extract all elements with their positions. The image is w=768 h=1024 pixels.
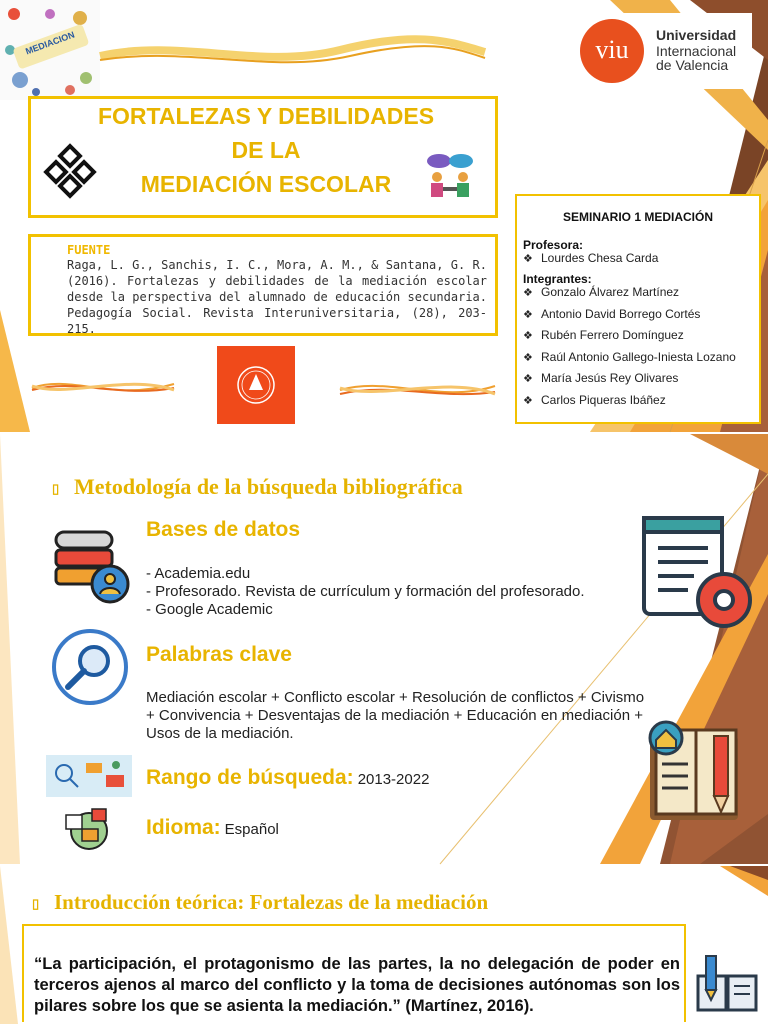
diamond-bullet-icon: ❖: [523, 394, 533, 407]
logo-line-2: Internacional: [656, 43, 737, 59]
diamond-bullet-icon: ❖: [523, 351, 533, 364]
member-item: ❖ Raúl Antonio Gallego-Iniesta Lozano: [523, 347, 753, 369]
member-item: ❖ Antonio David Borrego Cortés: [523, 304, 753, 326]
title-line-1: FORTALEZAS Y DEBILIDADES: [97, 103, 435, 129]
language-value: Español: [224, 821, 279, 838]
university-seal: [217, 346, 295, 424]
source-label: FUENTE: [67, 243, 111, 257]
decorative-wave-left: [32, 368, 174, 408]
databases-list: [146, 565, 616, 619]
methodology-heading: ▯ Metodología de la búsqueda bibliográfica: [52, 474, 463, 499]
source-citation: Raga, L. G., Sanchis, I. C., Mora, A. M., & Santana, G. R. (2016). Fortalezas y debilidades de la mediación escolar desde la perspectiva del alumnado de educación secundaria. Pedagogía Social. Revista Interuniversitaria, (28), 203-215.: [67, 258, 487, 336]
seminar-box: [515, 194, 761, 424]
title-slide: [0, 0, 768, 432]
mediation-badge-label: MEDIACION: [24, 29, 76, 57]
title-line-2: DE LA: [231, 137, 301, 163]
logo-mark: viu: [595, 35, 629, 64]
seal-emblem-icon: [217, 346, 295, 424]
language-title: Idioma: Español: [146, 816, 279, 839]
member-item: ❖ Rubén Ferrero Domínguez: [523, 325, 753, 347]
search-icon: [50, 627, 130, 707]
section-marker-icon: ▯: [52, 480, 60, 496]
introduction-heading: ▯ Introducción teórica: Fortalezas de la mediación: [32, 890, 489, 914]
seminar-title: SEMINARIO 1 MEDIACIÓN: [562, 210, 713, 224]
logo-line-3: de Valencia: [656, 57, 729, 73]
member-item: ❖ Gonzalo Álvarez Martínez: [523, 282, 753, 304]
database-item: - Profesorado. Revista de currículum y formación del profesorado.: [146, 583, 585, 600]
quote-text: “La participación, el protagonismo de las partes, la no delegación de poder en terceros ajenos al marco del conflicto y la toma de decisiones autónomas son los pilares sobre los que se asienta la mediación.” (Martínez, 2016).: [34, 955, 680, 1015]
database-item: - Academia.edu: [146, 565, 251, 582]
methodology-slide: [0, 434, 768, 864]
professor-name: ❖ Lourdes Chesa Carda: [523, 251, 659, 265]
section-marker-icon: ▯: [32, 896, 40, 912]
decorative-corner: [0, 434, 30, 864]
range-value: 2013-2022: [357, 771, 430, 788]
decorative-wave-top: [100, 28, 485, 78]
title-box: [28, 96, 498, 218]
dialogue-people-icon: [423, 153, 477, 201]
databases-title: Bases de datos: [146, 518, 301, 541]
keywords-text: Mediación escolar + Conflicto escolar + Resolución de conflictos + Civismo + Convivencia + Desventajas de la mediación + Educación en mediación + Usos de la mediación.: [146, 689, 645, 742]
keywords-title: Palabras clave: [146, 643, 292, 666]
decorative-wave-right: [340, 370, 495, 410]
title-line-3: MEDIACIÓN ESCOLAR: [140, 171, 392, 197]
members-list: [523, 282, 753, 411]
introduction-slide: [0, 866, 768, 1024]
university-logo: [574, 13, 752, 89]
diamond-bullet-icon: ❖: [523, 253, 533, 265]
book-pencil-icon: [640, 722, 752, 834]
language-icon: [64, 807, 114, 851]
database-user-icon: [52, 528, 132, 608]
member-item: ❖ María Jesús Rey Olivares: [523, 368, 753, 390]
quote-box: [22, 924, 686, 1022]
member-item: ❖ Carlos Piqueras Ibáñez: [523, 390, 753, 412]
database-item: - Google Academic: [146, 601, 273, 618]
decorative-corner: [0, 866, 24, 1024]
professor-label: Profesora:: [523, 238, 584, 252]
logo-line-1: Universidad: [656, 27, 737, 43]
diamond-bullet-icon: ❖: [523, 287, 533, 299]
source-box: [28, 234, 498, 336]
research-image: [46, 755, 132, 797]
open-book-icon: [694, 954, 760, 1014]
diamond-bullet-icon: ❖: [523, 373, 533, 385]
diamond-bullet-icon: ❖: [523, 308, 533, 321]
document-settings-icon: [638, 514, 760, 634]
range-title: Rango de búsqueda: 2013-2022: [146, 766, 430, 789]
handshake-icon: [43, 147, 101, 205]
members-label: Integrantes:: [523, 272, 592, 286]
diamond-bullet-icon: ❖: [523, 330, 533, 342]
